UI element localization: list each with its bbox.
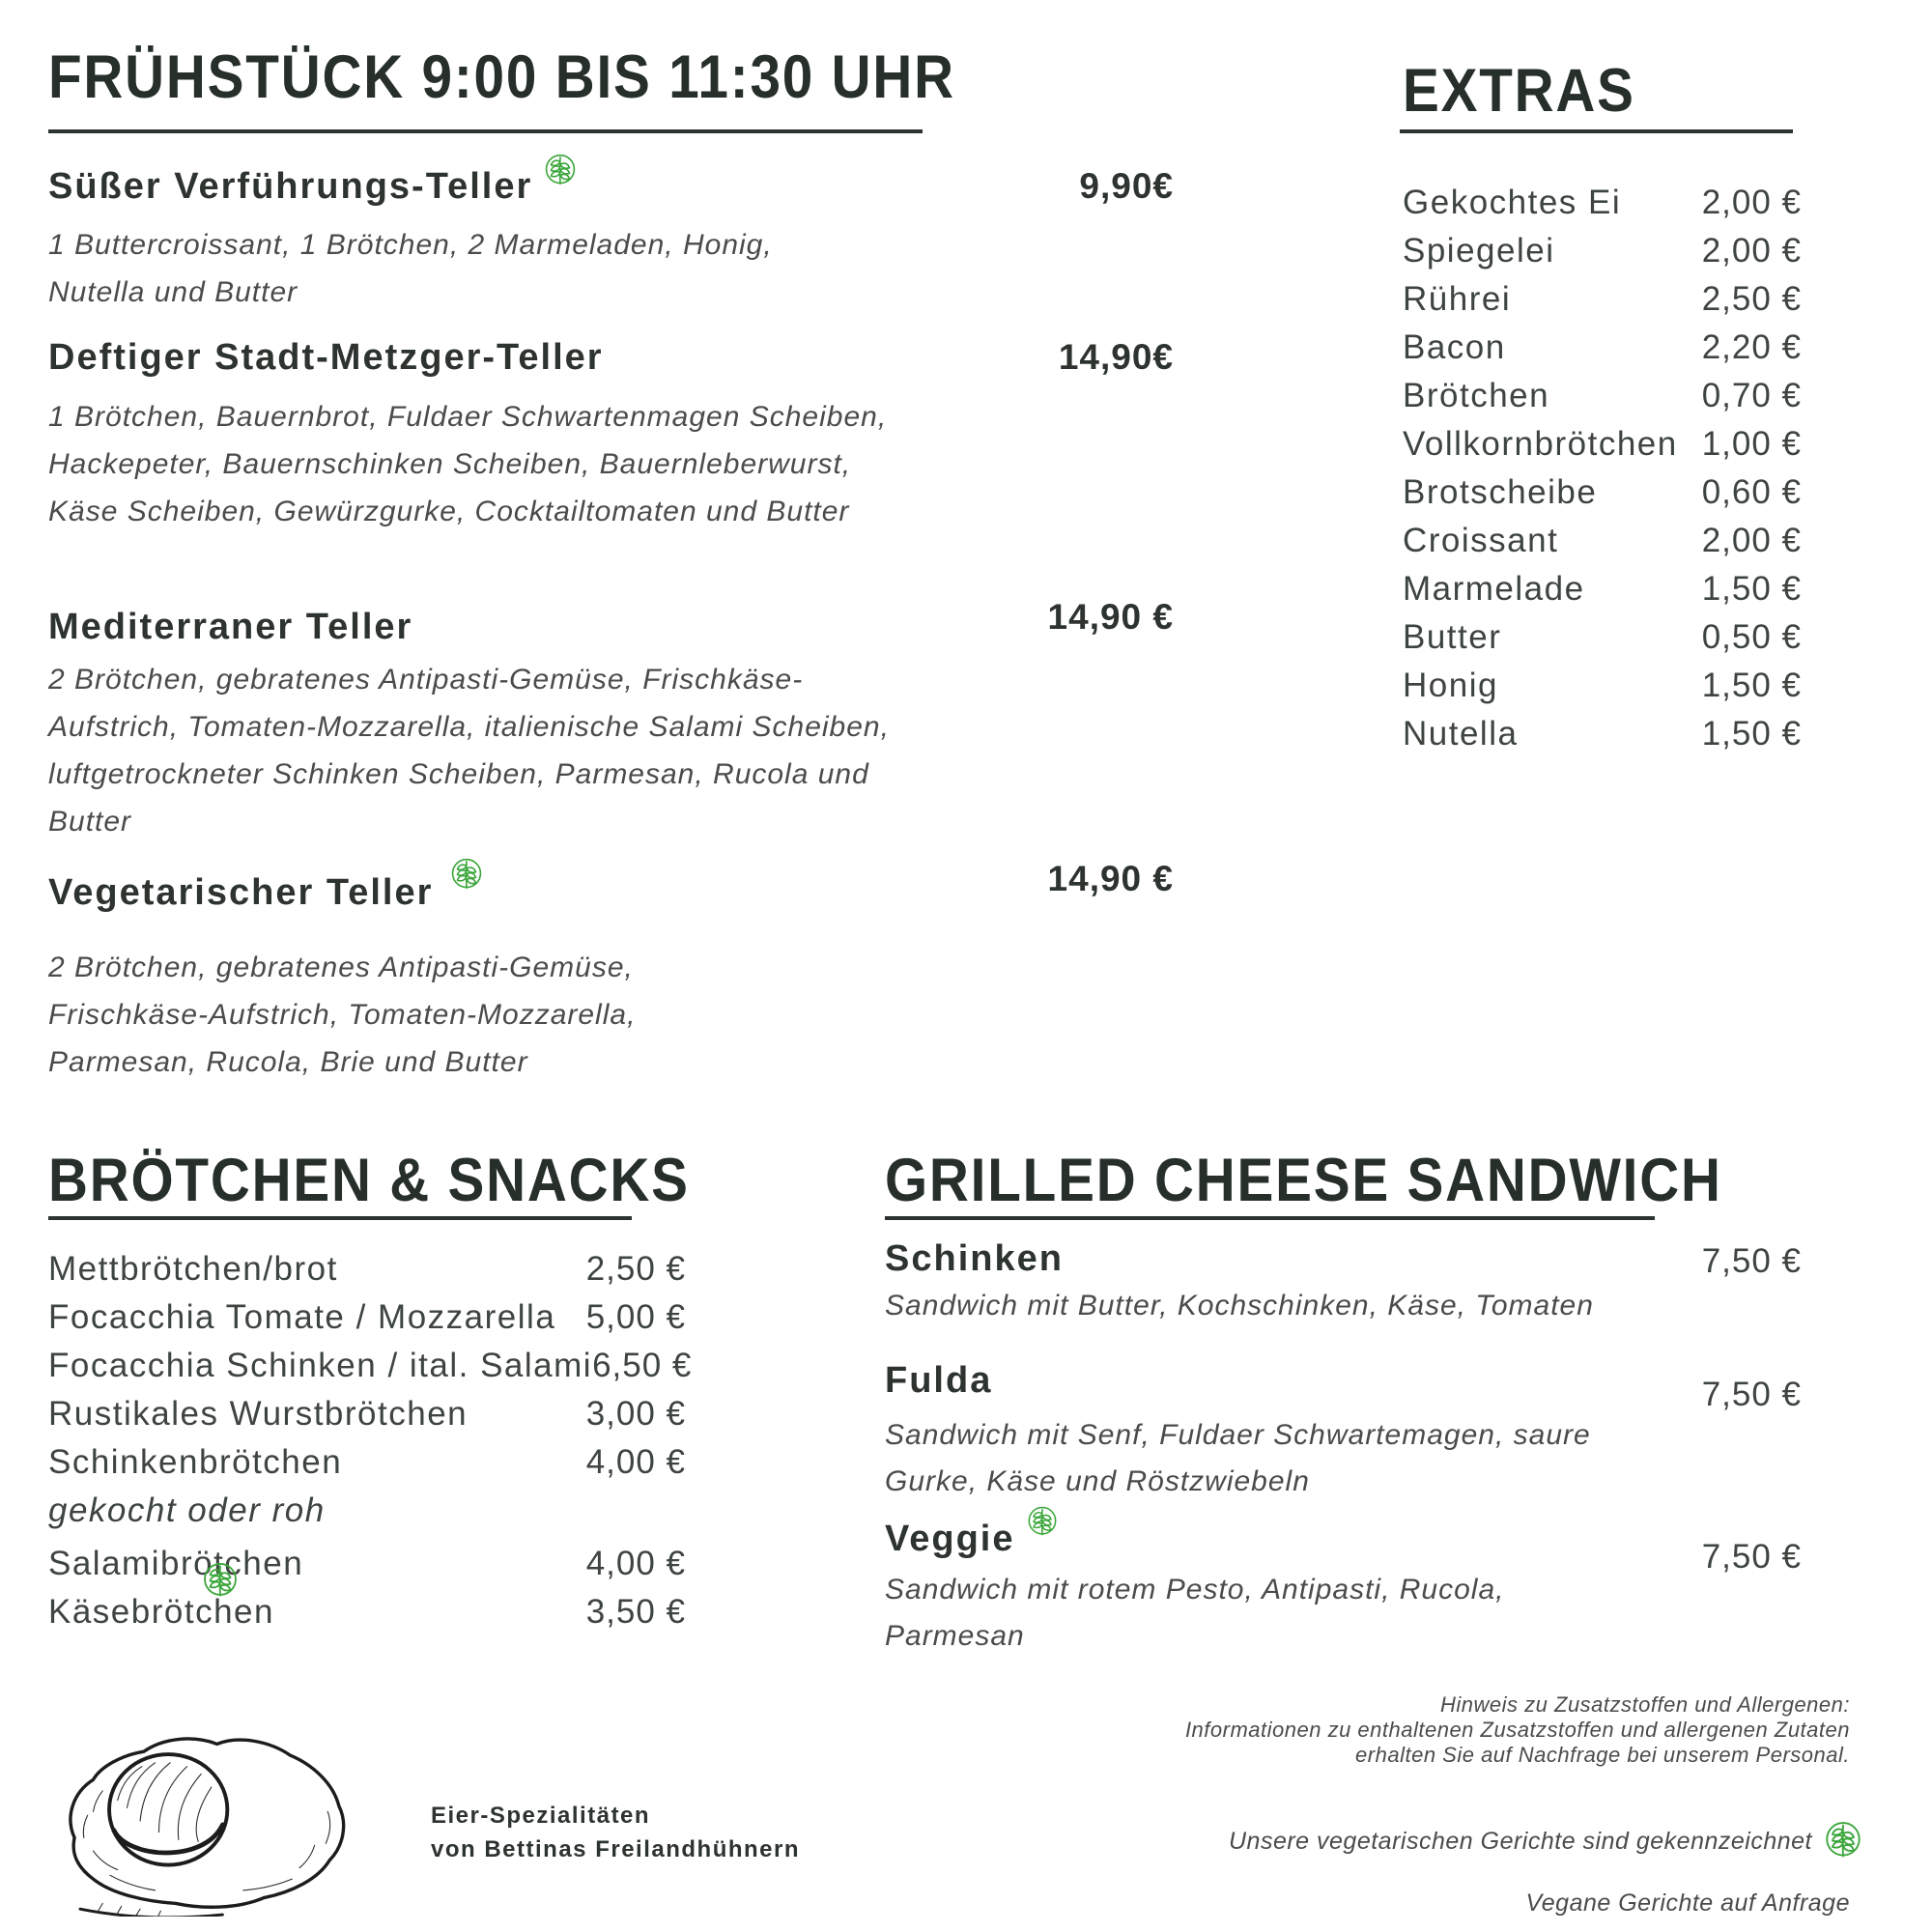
section-divider bbox=[48, 129, 923, 133]
menu-item bbox=[885, 1360, 992, 1402]
extras-price: 2,00 € bbox=[1701, 232, 1802, 270]
item-name: Mediterraner Teller bbox=[48, 607, 413, 647]
item-price: 14,90 € bbox=[1047, 859, 1174, 898]
vegetarian-note-text: Unsere vegetarischen Gerichte sind gekennzeichnet bbox=[1228, 1827, 1812, 1855]
veg-leaf-icon bbox=[448, 857, 485, 894]
snacks-row bbox=[48, 1298, 686, 1337]
menu-item bbox=[48, 859, 1174, 914]
item-price: 14,90 € bbox=[1047, 597, 1174, 637]
item-description bbox=[48, 656, 890, 845]
desc-line: 2 Brötchen, gebratenes Antipasti-Gemüse, bbox=[48, 952, 634, 983]
extras-row bbox=[1403, 473, 1802, 512]
desc-line: Käse Scheiben, Gewürzgurke, Cocktailtomaten und Butter bbox=[48, 496, 850, 527]
desc-line: Sandwich mit rotem Pesto, Antipasti, Rucola, bbox=[885, 1574, 1505, 1605]
extras-label: Gekochtes Ei bbox=[1403, 184, 1622, 221]
desc-line: Hackepeter, Bauernschinken Scheiben, Bauernleberwurst, bbox=[48, 448, 852, 480]
extras-price: 2,20 € bbox=[1701, 328, 1802, 366]
section-title-breakfast: FRÜHSTÜCK 9:00 BIS 11:30 UHR bbox=[48, 43, 955, 111]
fried-egg-illustration bbox=[46, 1725, 365, 1917]
extras-label: Marmelade bbox=[1403, 570, 1585, 608]
item-description bbox=[885, 1567, 1504, 1660]
allergy-note-line: Hinweis zu Zusatzstoffen und Allergenen: bbox=[1440, 1692, 1850, 1717]
extras-label: Rührei bbox=[1403, 280, 1512, 318]
desc-line: Frischkäse-Aufstrich, Tomaten-Mozzarella, bbox=[48, 999, 637, 1031]
desc-line: 1 Brötchen, Bauernbrot, Fuldaer Schwartenmagen Scheiben, bbox=[48, 401, 888, 433]
desc-line: Aufstrich, Tomaten-Mozzarella, italienische Salami Scheiben, bbox=[48, 711, 890, 743]
item-description bbox=[885, 1283, 1594, 1329]
desc-line: luftgetrockneter Schinken Scheiben, Parmesan, Rucola und bbox=[48, 758, 869, 790]
extras-row bbox=[1403, 618, 1802, 657]
snacks-label: gekocht oder roh bbox=[48, 1492, 326, 1529]
item-name: Schinken bbox=[885, 1238, 1064, 1279]
item-description bbox=[885, 1412, 1591, 1505]
extras-row bbox=[1403, 280, 1802, 319]
extras-label: Honig bbox=[1403, 667, 1498, 704]
snacks-row bbox=[48, 1545, 686, 1583]
extras-row bbox=[1403, 377, 1802, 415]
extras-row bbox=[1403, 570, 1802, 609]
desc-line: 1 Buttercroissant, 1 Brötchen, 2 Marmeladen, Honig, bbox=[48, 229, 773, 261]
vegetarian-note bbox=[869, 1820, 1864, 1862]
extras-price: 1,50 € bbox=[1701, 715, 1802, 753]
desc-line: Parmesan, Rucola, Brie und Butter bbox=[48, 1046, 528, 1078]
item-description bbox=[48, 393, 887, 535]
extras-price: 0,70 € bbox=[1701, 377, 1802, 414]
section-title-snacks: BRÖTCHEN & SNACKS bbox=[48, 1147, 690, 1214]
extras-row bbox=[1403, 715, 1802, 753]
allergy-note-line: Informationen zu enthaltenen Zusatzstoffen und allergenen Zutaten bbox=[1184, 1718, 1850, 1742]
snacks-row bbox=[48, 1492, 686, 1530]
desc-line: Parmesan bbox=[885, 1620, 1025, 1652]
extras-price: 1,50 € bbox=[1701, 570, 1802, 608]
extras-label: Vollkornbrötchen bbox=[1403, 425, 1678, 463]
allergy-note-line: erhalten Sie auf Nachfrage bei unserem Personal. bbox=[1355, 1743, 1850, 1767]
vegan-note: Vegane Gerichte auf Anfrage bbox=[1525, 1889, 1850, 1917]
extras-price: 2,00 € bbox=[1701, 522, 1802, 559]
item-name: Süßer Verführungs-Teller bbox=[48, 166, 533, 207]
veg-leaf-icon bbox=[1822, 1820, 1864, 1862]
item-price: 14,90€ bbox=[1058, 337, 1174, 377]
egg-caption bbox=[431, 1799, 800, 1866]
extras-label: Brötchen bbox=[1403, 377, 1550, 414]
menu-item bbox=[48, 597, 1174, 648]
snacks-label: Käsebrötchen bbox=[48, 1593, 274, 1631]
section-divider bbox=[48, 1216, 632, 1220]
extras-row bbox=[1403, 425, 1802, 464]
item-price: 7,50 € bbox=[1701, 1376, 1802, 1413]
extras-label: Brotscheibe bbox=[1403, 473, 1598, 511]
snacks-row bbox=[48, 1250, 686, 1289]
menu-item bbox=[48, 166, 1174, 208]
item-price: 9,90€ bbox=[1079, 166, 1174, 206]
egg-caption-line: Eier-Spezialitäten bbox=[431, 1803, 651, 1829]
desc-line: Sandwich mit Butter, Kochschinken, Käse, Tomaten bbox=[885, 1290, 1594, 1321]
snacks-row bbox=[48, 1593, 686, 1632]
extras-label: Croissant bbox=[1403, 522, 1559, 559]
veg-leaf-icon bbox=[1025, 1505, 1060, 1540]
extras-price: 1,50 € bbox=[1701, 667, 1802, 704]
egg-caption-line: von Bettinas Freilandhühnern bbox=[431, 1836, 801, 1862]
item-price: 7,50 € bbox=[1701, 1242, 1802, 1280]
item-name: Fulda bbox=[885, 1360, 993, 1401]
snacks-price: 2,50 € bbox=[585, 1250, 686, 1288]
extras-label: Spiegelei bbox=[1403, 232, 1555, 270]
desc-line: Sandwich mit Senf, Fuldaer Schwartemagen, saure bbox=[885, 1419, 1591, 1451]
veg-leaf-icon bbox=[542, 153, 579, 189]
snacks-price: 5,00 € bbox=[585, 1298, 686, 1336]
snacks-label: Schinkenbrötchen bbox=[48, 1443, 343, 1481]
desc-line: Butter bbox=[48, 806, 132, 838]
snacks-price: 4,00 € bbox=[585, 1545, 686, 1582]
snacks-label: Focacchia Schinken / ital. Salami bbox=[48, 1347, 593, 1384]
item-name: Deftiger Stadt-Metzger-Teller bbox=[48, 337, 604, 378]
extras-label: Nutella bbox=[1403, 715, 1519, 753]
item-description bbox=[48, 221, 773, 316]
menu-item bbox=[48, 337, 1174, 379]
snacks-label: Rustikales Wurstbrötchen bbox=[48, 1395, 469, 1433]
allergy-note bbox=[966, 1692, 1850, 1768]
extras-row bbox=[1403, 522, 1802, 560]
snacks-row bbox=[48, 1395, 686, 1434]
item-name: Veggie bbox=[885, 1519, 1015, 1559]
snacks-label: Mettbrötchen/brot bbox=[48, 1250, 338, 1288]
extras-row bbox=[1403, 328, 1802, 367]
veg-leaf-icon bbox=[200, 1561, 241, 1602]
extras-row bbox=[1403, 667, 1802, 705]
snacks-price: 4,00 € bbox=[585, 1443, 686, 1481]
section-title-extras: EXTRAS bbox=[1403, 57, 1635, 125]
menu-item bbox=[885, 1238, 1064, 1280]
item-description bbox=[48, 944, 636, 1086]
snacks-price: 3,00 € bbox=[585, 1395, 686, 1433]
section-divider bbox=[1400, 129, 1793, 133]
extras-price: 2,50 € bbox=[1701, 280, 1802, 318]
extras-price: 0,60 € bbox=[1701, 473, 1802, 511]
snacks-price: 6,50 € bbox=[592, 1347, 693, 1384]
extras-label: Butter bbox=[1403, 618, 1502, 656]
item-name: Vegetarischer Teller bbox=[48, 872, 434, 913]
snacks-row bbox=[48, 1443, 686, 1482]
section-title-sandwich: GRILLED CHEESE SANDWICH bbox=[885, 1147, 1722, 1214]
extras-price: 0,50 € bbox=[1701, 618, 1802, 656]
extras-price: 2,00 € bbox=[1701, 184, 1802, 221]
item-price: 7,50 € bbox=[1701, 1538, 1802, 1576]
extras-price: 1,00 € bbox=[1701, 425, 1802, 463]
desc-line: Gurke, Käse und Röstzwiebeln bbox=[885, 1465, 1310, 1497]
snacks-label: Focacchia Tomate / Mozzarella bbox=[48, 1298, 556, 1336]
snacks-label: Salamibrötchen bbox=[48, 1545, 304, 1582]
extras-row bbox=[1403, 232, 1802, 270]
menu-item bbox=[885, 1519, 1060, 1560]
snacks-price: 3,50 € bbox=[585, 1593, 686, 1631]
section-divider bbox=[885, 1216, 1655, 1220]
extras-label: Bacon bbox=[1403, 328, 1506, 366]
desc-line: Nutella und Butter bbox=[48, 276, 298, 308]
extras-row bbox=[1403, 184, 1802, 222]
snacks-row bbox=[48, 1347, 693, 1385]
desc-line: 2 Brötchen, gebratenes Antipasti-Gemüse, Frischkäse- bbox=[48, 664, 804, 696]
